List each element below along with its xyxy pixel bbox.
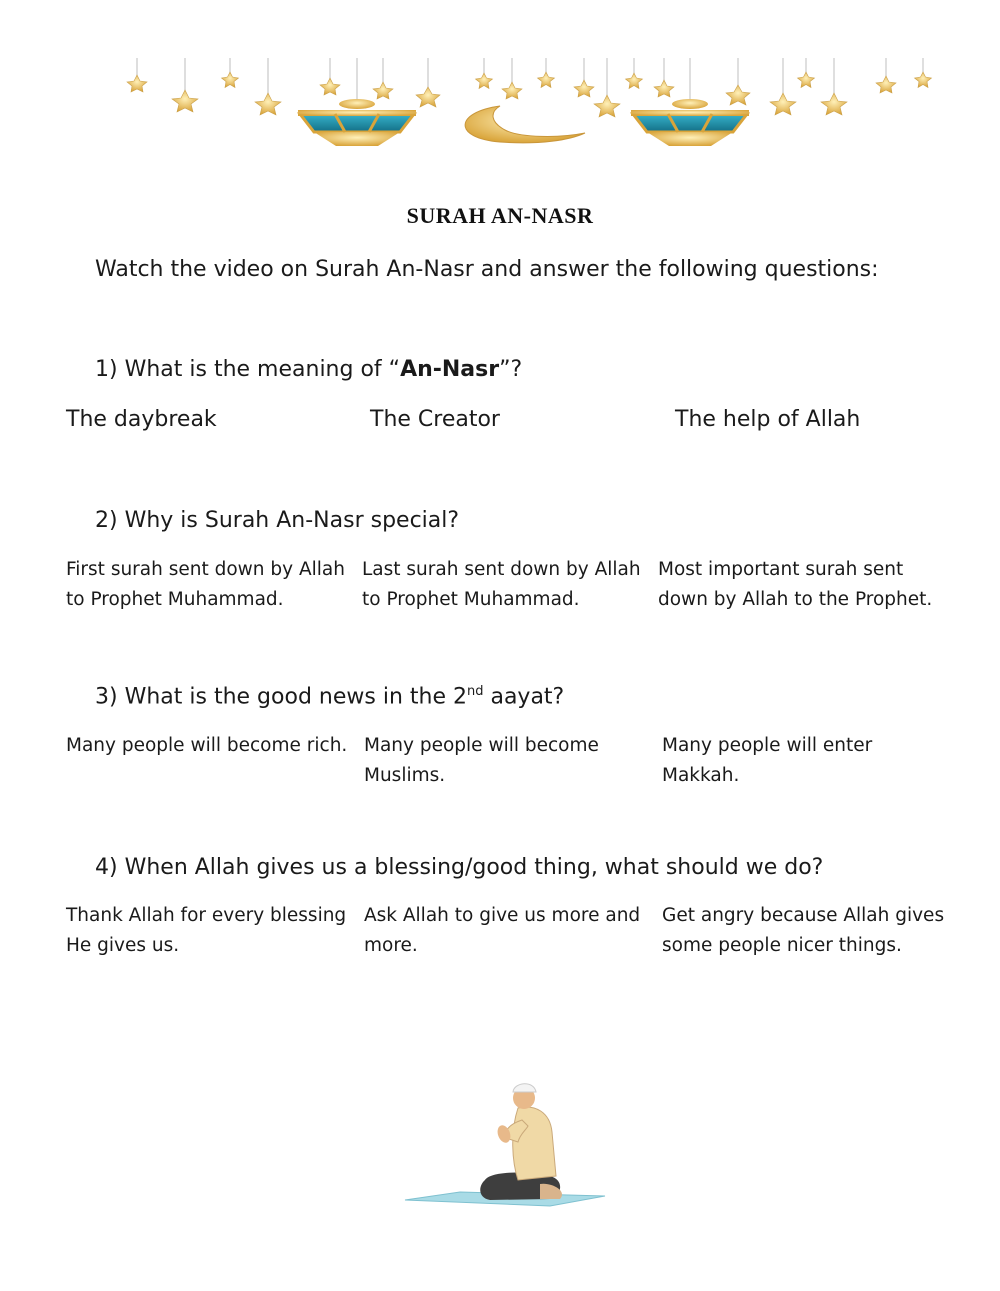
- q2-option-a[interactable]: First surah sent down by Allah to Prophet Muhammad.: [66, 559, 345, 610]
- q3-option-c[interactable]: Many people will enter Makkah.: [662, 735, 873, 786]
- crescent: [465, 106, 585, 143]
- q1-option-a[interactable]: The daybreak: [66, 407, 217, 432]
- lantern-left: [298, 99, 416, 146]
- banner-decoration: [0, 0, 1000, 170]
- q4-option-c[interactable]: Get angry because Allah gives some people nicer things.: [662, 905, 945, 956]
- page-title: SURAH AN-NASR: [406, 203, 594, 228]
- question-number: 3): [95, 684, 118, 710]
- praying-man-illustration: [400, 1072, 610, 1222]
- q2-option-b[interactable]: Last surah sent down by Allah to Prophet Muhammad.: [362, 559, 641, 610]
- question-number: 2): [95, 508, 118, 533]
- q3-option-b[interactable]: Many people will become Muslims.: [364, 735, 599, 786]
- q4-option-a[interactable]: Thank Allah for every blessing He gives us.: [66, 905, 347, 956]
- question-1: 1) What is the meaning of “An-Nasr”?: [95, 357, 523, 382]
- question-2: 2) Why is Surah An-Nasr special?: [95, 508, 460, 533]
- question-3: 3) What is the good news in the 2nd aayat?: [95, 684, 565, 710]
- question-number: 1): [95, 357, 118, 382]
- q2-option-c[interactable]: Most important surah sent down by Allah to the Prophet.: [658, 559, 933, 610]
- q4-option-b[interactable]: Ask Allah to give us more and more.: [364, 905, 641, 956]
- question-4: 4) When Allah gives us a blessing/good thing, what should we do?: [95, 855, 824, 880]
- lantern-right: [631, 99, 749, 146]
- question-number: 4): [95, 855, 118, 880]
- q1-option-b[interactable]: The Creator: [370, 407, 500, 432]
- question-bold-term: An-Nasr: [400, 357, 500, 382]
- q3-option-a[interactable]: Many people will become rich.: [66, 735, 348, 756]
- instructions: Watch the video on Surah An-Nasr and answer the following questions:: [95, 257, 879, 282]
- q1-option-c[interactable]: The help of Allah: [675, 407, 861, 432]
